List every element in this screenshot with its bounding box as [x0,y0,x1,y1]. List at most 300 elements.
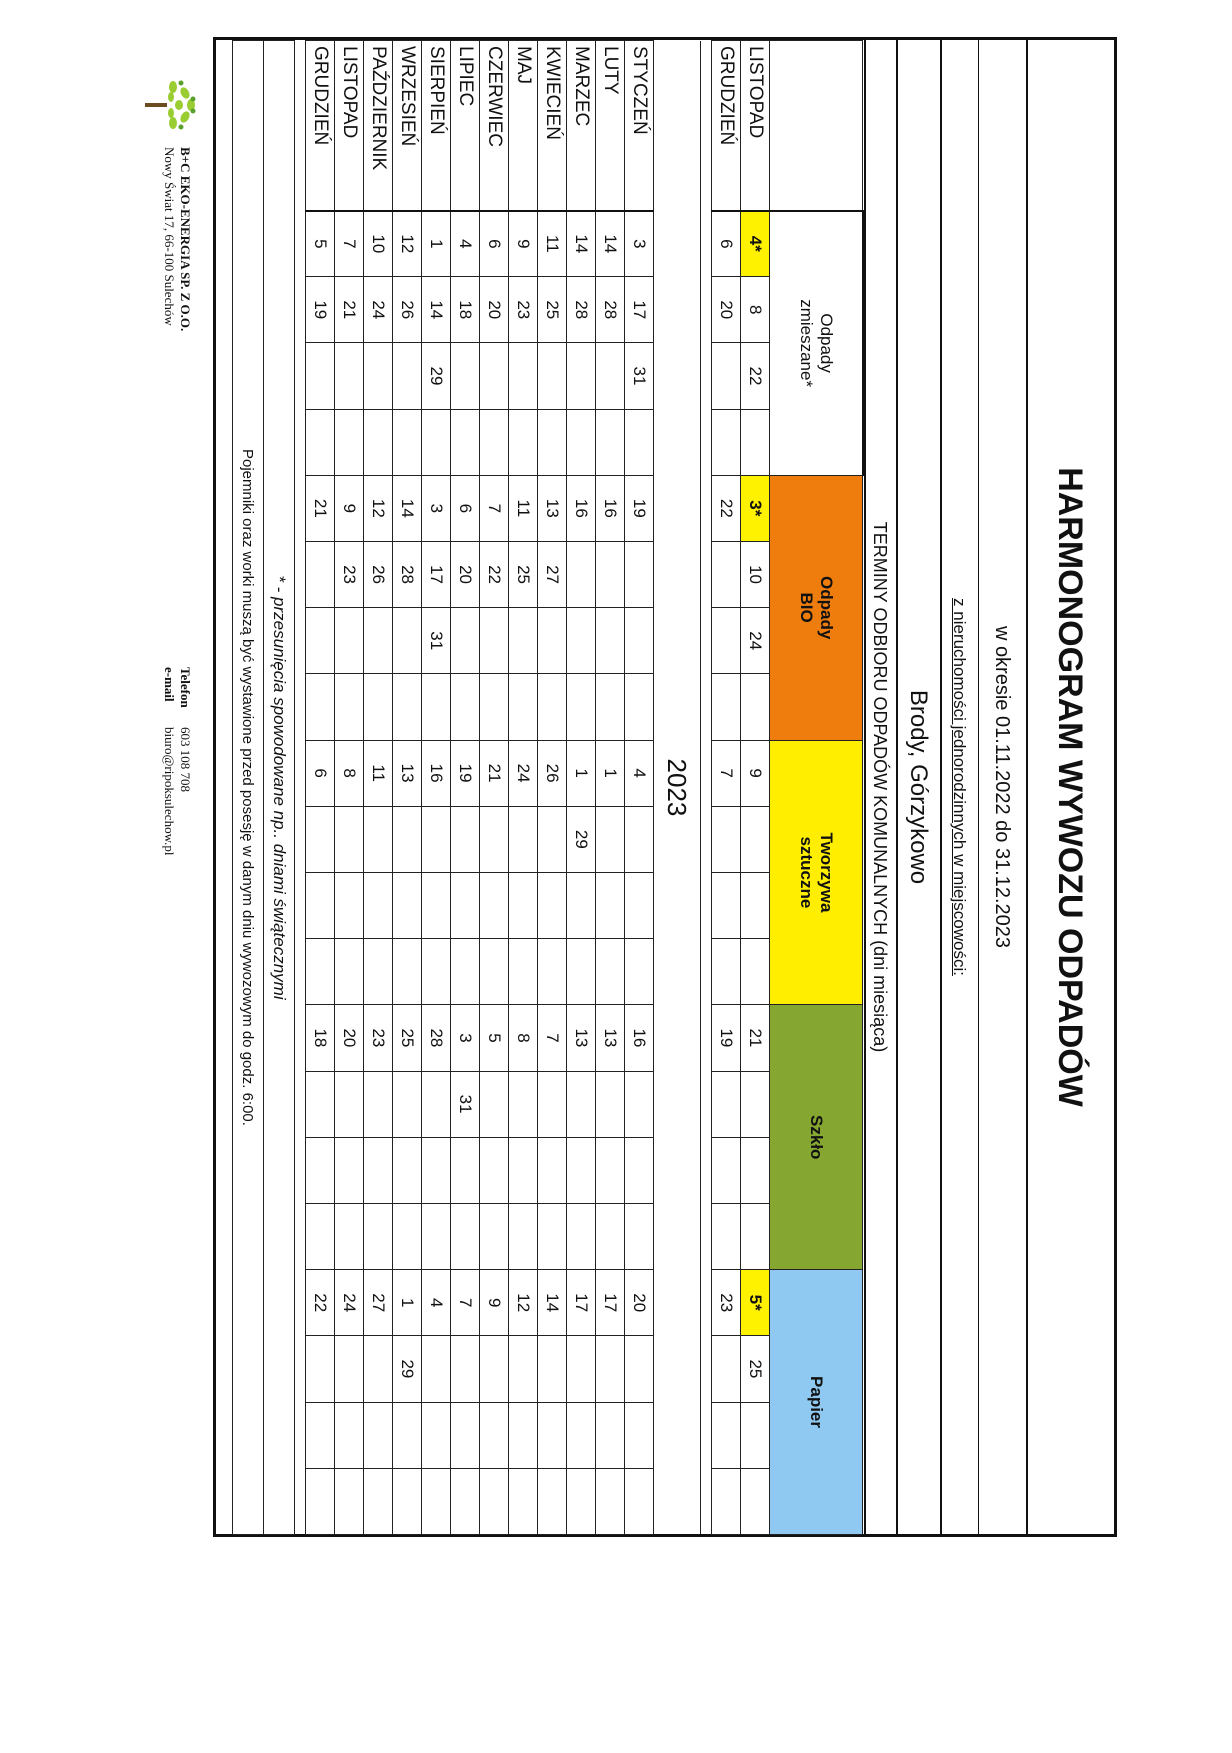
glass-day-cell [596,1071,625,1137]
paper-day-cell: 5* [741,1270,770,1336]
plastic-day-cell: 8 [335,740,364,806]
month-name: PAŹDZIERNIK [364,41,393,211]
mixed-day-cell: 14 [596,211,625,277]
bio-day-cell: 31 [422,608,451,674]
mixed-day-cell: 8 [741,277,770,343]
table-row [712,41,741,1535]
bio-day-cell: 20 [451,541,480,607]
plastic-day-cell: 4 [625,740,654,806]
glass-day-cell: 31 [451,1071,480,1137]
plastic-day-cell [480,872,509,938]
plastic-day-cell [538,806,567,872]
table-row [480,41,509,1535]
bio-day-cell: 21 [306,475,335,541]
plastic-day-cell [567,939,596,1005]
bio-day-cell [712,608,741,674]
mixed-day-cell: 14 [422,277,451,343]
plastic-day-cell [625,806,654,872]
table-row [741,41,770,1535]
mixed-day-cell [567,343,596,409]
plastic-day-cell [741,939,770,1005]
month-name: CZERWIEC [480,41,509,211]
company-name: B+C EKO-ENERGIA SP. Z O.O. [178,147,193,332]
glass-day-cell [364,1071,393,1137]
glass-day-cell [741,1203,770,1269]
mixed-day-cell [509,343,538,409]
mixed-day-cell: 12 [393,211,422,277]
paper-day-cell [509,1468,538,1534]
glass-day-cell [596,1203,625,1269]
plastic-day-cell [480,939,509,1005]
glass-day-cell [712,1203,741,1269]
mixed-day-cell: 10 [364,211,393,277]
plastic-day-cell [741,806,770,872]
paper-day-cell [335,1468,364,1534]
glass-day-cell [741,1137,770,1203]
month-name: LIPIEC [451,41,480,211]
mixed-waste-header: Odpady zmieszane* [770,211,864,476]
mixed-day-cell: 17 [625,277,654,343]
mixed-day-cell: 23 [509,277,538,343]
bio-day-cell [306,674,335,740]
bio-day-cell [538,674,567,740]
place-name: Brody, Górzykowo [896,40,940,1534]
bio-day-cell [364,608,393,674]
bio-day-cell [741,674,770,740]
bio-day-cell [596,541,625,607]
paper-day-cell [596,1402,625,1468]
bio-day-cell [509,674,538,740]
glass-day-cell [451,1137,480,1203]
bio-day-cell [712,541,741,607]
glass-day-cell [364,1203,393,1269]
glass-day-cell [422,1203,451,1269]
bio-day-cell [335,608,364,674]
mixed-day-cell: 19 [306,277,335,343]
mixed-day-cell: 29 [422,343,451,409]
intro-text: z nieruchomości jednorodzinnych w miejscowości: [940,40,978,1534]
paper-day-cell [480,1402,509,1468]
glass-day-cell: 7 [538,1005,567,1071]
paper-day-cell [567,1468,596,1534]
glass-day-cell [712,1137,741,1203]
plastic-day-cell: 26 [538,740,567,806]
plastic-day-cell [480,806,509,872]
mixed-day-cell: 21 [335,277,364,343]
plastic-day-cell: 19 [451,740,480,806]
container-note: Pojemniki oraz worki muszą być wystawione przed posesję w danym dniu wywozowym do godz. 6:00. [233,41,264,1535]
mixed-day-cell [451,409,480,475]
mixed-day-cell: 7 [335,211,364,277]
glass-day-cell [393,1071,422,1137]
mixed-day-cell: 28 [596,277,625,343]
mixed-day-cell [596,409,625,475]
mixed-day-cell: 14 [567,211,596,277]
plastic-day-cell [596,872,625,938]
plastic-day-cell [596,939,625,1005]
paper-day-cell [306,1402,335,1468]
plastic-day-cell [509,806,538,872]
bio-day-cell: 24 [741,608,770,674]
bio-day-cell: 26 [364,541,393,607]
month-name: MAJ [509,41,538,211]
mixed-day-cell: 31 [625,343,654,409]
paper-day-cell [364,1468,393,1534]
paper-day-cell [451,1402,480,1468]
bio-day-cell: 3* [741,475,770,541]
plastic-day-cell [712,939,741,1005]
month-name: LUTY [596,41,625,211]
paper-day-cell [596,1336,625,1402]
mixed-day-cell [480,343,509,409]
table-row [509,41,538,1535]
paper-day-cell [509,1336,538,1402]
glass-day-cell: 21 [741,1005,770,1071]
paper-day-cell [712,1336,741,1402]
bio-day-cell [480,608,509,674]
glass-day-cell: 18 [306,1005,335,1071]
bio-day-cell: 9 [335,475,364,541]
glass-day-cell [538,1137,567,1203]
bio-day-cell [451,674,480,740]
mixed-day-cell [567,409,596,475]
mixed-day-cell [538,343,567,409]
mixed-day-cell [306,343,335,409]
plastic-day-cell [422,872,451,938]
company-block [121,77,201,477]
plastic-day-cell: 1 [596,740,625,806]
paper-day-cell: 12 [509,1270,538,1336]
month-name: GRUDZIEŃ [712,41,741,211]
company-address: Nowy Świat 17, 66-100 Sulechów [162,147,177,326]
mixed-day-cell [364,409,393,475]
glass-day-cell [335,1137,364,1203]
paper-day-cell [451,1468,480,1534]
month-name: MARZEC [567,41,596,211]
mixed-day-cell: 9 [509,211,538,277]
plastic-day-cell [625,939,654,1005]
table-row [625,41,654,1535]
paper-day-cell [335,1336,364,1402]
rotated-document [162,37,1117,1537]
bio-day-cell: 12 [364,475,393,541]
email-address: biuro@ripoksulechow.pl [162,727,177,856]
paper-day-cell: 20 [625,1270,654,1336]
mixed-day-cell [364,343,393,409]
bio-day-cell: 23 [335,541,364,607]
plastic-waste-header: Tworzywa sztuczne [770,740,864,1005]
plastic-day-cell [393,872,422,938]
glass-day-cell [422,1137,451,1203]
plastic-day-cell [422,806,451,872]
paper-day-cell [712,1402,741,1468]
bio-day-cell: 6 [451,475,480,541]
paper-day-cell [422,1468,451,1534]
glass-day-cell: 8 [509,1005,538,1071]
glass-day-cell [625,1137,654,1203]
glass-day-cell [538,1203,567,1269]
bio-day-cell: 10 [741,541,770,607]
month-name: STYCZEŃ [625,41,654,211]
paper-day-cell [306,1468,335,1534]
bio-day-cell [625,608,654,674]
glass-day-cell: 25 [393,1005,422,1071]
paper-day-cell [741,1468,770,1534]
paper-day-cell: 1 [393,1270,422,1336]
bio-day-cell: 28 [393,541,422,607]
mixed-day-cell [451,343,480,409]
paper-day-cell [335,1402,364,1468]
paper-day-cell: 22 [306,1270,335,1336]
month-name: LISTOPAD [741,41,770,211]
paper-day-cell [480,1468,509,1534]
plastic-day-cell [538,872,567,938]
paper-day-cell [422,1402,451,1468]
plastic-day-cell: 21 [480,740,509,806]
paper-day-cell [596,1468,625,1534]
mixed-day-cell [306,409,335,475]
glass-day-cell [741,1071,770,1137]
bio-day-cell [567,541,596,607]
bio-day-cell: 22 [480,541,509,607]
paper-day-cell [567,1402,596,1468]
glass-day-cell [422,1071,451,1137]
glass-day-cell [480,1137,509,1203]
paper-day-cell [625,1402,654,1468]
plastic-day-cell: 13 [393,740,422,806]
bio-day-cell [625,674,654,740]
glass-day-cell [306,1137,335,1203]
paper-day-cell: 23 [712,1270,741,1336]
mixed-day-cell: 5 [306,211,335,277]
month-name: KWIECIEŃ [538,41,567,211]
tree-logo-icon [143,77,201,133]
plastic-day-cell: 9 [741,740,770,806]
table-row [422,41,451,1535]
plastic-day-cell [335,806,364,872]
glass-day-cell [364,1137,393,1203]
bio-day-cell: 3 [422,475,451,541]
mixed-day-cell: 25 [538,277,567,343]
bio-day-cell: 25 [509,541,538,607]
mixed-day-cell: 20 [480,277,509,343]
plastic-day-cell [335,939,364,1005]
paper-day-cell [422,1336,451,1402]
glass-day-cell [509,1071,538,1137]
glass-day-cell [335,1203,364,1269]
plastic-day-cell [451,806,480,872]
bio-day-cell [567,608,596,674]
bio-day-cell: 16 [567,475,596,541]
plastic-day-cell [393,806,422,872]
bio-day-cell [538,608,567,674]
glass-day-cell [712,1071,741,1137]
plastic-day-cell [393,939,422,1005]
schedule-table [232,40,864,1535]
plastic-day-cell: 7 [712,740,741,806]
phone-label: Telefon [178,667,193,708]
page-title: HARMONOGRAM WYWOZU ODPADÓW [1026,40,1114,1534]
mixed-day-cell [538,409,567,475]
contact-block [161,667,193,855]
glass-day-cell: 13 [567,1005,596,1071]
paper-day-cell: 29 [393,1336,422,1402]
paper-day-cell [538,1468,567,1534]
paper-day-cell: 9 [480,1270,509,1336]
bio-day-cell [451,608,480,674]
bio-day-cell [364,674,393,740]
bio-day-cell [393,674,422,740]
year-divider [654,41,712,1535]
glass-day-cell: 13 [596,1005,625,1071]
glass-day-cell: 5 [480,1005,509,1071]
table-row [451,41,480,1535]
plastic-day-cell [509,872,538,938]
footnote: * - przesunięcia spowodowane np.. dniami świątecznymi [264,41,295,1535]
month-name: LISTOPAD [335,41,364,211]
paper-day-cell [567,1336,596,1402]
paper-day-cell [625,1336,654,1402]
plastic-day-cell [364,806,393,872]
paper-day-cell: 17 [596,1270,625,1336]
plastic-day-cell [306,806,335,872]
mixed-day-cell [625,409,654,475]
table-row [538,41,567,1535]
plastic-day-cell [451,939,480,1005]
paper-day-cell [741,1402,770,1468]
glass-day-cell [567,1203,596,1269]
table-row [306,41,335,1535]
mixed-day-cell: 26 [393,277,422,343]
year-label: 2023 [654,41,701,1535]
mixed-day-cell [712,409,741,475]
plastic-day-cell [364,872,393,938]
paper-day-cell: 27 [364,1270,393,1336]
plastic-day-cell [306,939,335,1005]
mixed-day-cell [393,343,422,409]
mixed-day-cell: 22 [741,343,770,409]
glass-day-cell [625,1203,654,1269]
glass-day-cell [335,1071,364,1137]
mixed-day-cell: 4* [741,211,770,277]
bio-day-cell [393,608,422,674]
glass-day-cell [567,1071,596,1137]
table-row [335,41,364,1535]
bio-day-cell: 14 [393,475,422,541]
glass-day-cell [538,1071,567,1137]
paper-day-cell [393,1402,422,1468]
email-label: e-mail [162,667,177,702]
table-row [567,41,596,1535]
plastic-day-cell: 29 [567,806,596,872]
plastic-day-cell [451,872,480,938]
bio-day-cell: 16 [596,475,625,541]
mixed-day-cell: 6 [480,211,509,277]
paper-day-cell: 17 [567,1270,596,1336]
mixed-day-cell [741,409,770,475]
glass-day-cell: 20 [335,1005,364,1071]
paper-day-cell: 7 [451,1270,480,1336]
bio-day-cell [567,674,596,740]
glass-waste-header: Szkło [770,1005,864,1270]
glass-day-cell [625,1071,654,1137]
rows-2022 [712,41,770,1535]
mixed-day-cell [509,409,538,475]
period-text: w okresie 01.11.2022 do 31.12.2023 [978,40,1026,1534]
rows-2023 [306,41,654,1535]
paper-day-cell [393,1468,422,1534]
schedule-frame [213,37,1117,1537]
table-row [393,41,422,1535]
mixed-day-cell: 3 [625,211,654,277]
plastic-day-cell: 6 [306,740,335,806]
bio-day-cell [480,674,509,740]
plastic-day-cell: 24 [509,740,538,806]
paper-day-cell [364,1336,393,1402]
bio-day-cell [422,674,451,740]
plastic-day-cell [364,939,393,1005]
mixed-day-cell: 24 [364,277,393,343]
glass-day-cell: 23 [364,1005,393,1071]
bio-day-cell: 19 [625,475,654,541]
glass-day-cell: 28 [422,1005,451,1071]
glass-day-cell [596,1137,625,1203]
bio-day-cell: 11 [509,475,538,541]
paper-day-cell [480,1336,509,1402]
bio-day-cell [596,674,625,740]
mixed-day-cell [335,409,364,475]
paper-day-cell [712,1468,741,1534]
plastic-day-cell [306,872,335,938]
phone-number: 603 108 708 [178,727,193,792]
paper-day-cell: 14 [538,1270,567,1336]
plastic-day-cell [422,939,451,1005]
bio-day-cell: 7 [480,475,509,541]
company-info [161,147,193,331]
month-name: WRZESIEŃ [393,41,422,211]
paper-day-cell [538,1336,567,1402]
month-name: GRUDZIEŃ [306,41,335,211]
plastic-day-cell [596,806,625,872]
paper-day-cell [509,1402,538,1468]
bio-day-cell [335,674,364,740]
plastic-day-cell [625,872,654,938]
paper-day-cell [306,1336,335,1402]
glass-day-cell [306,1203,335,1269]
paper-day-cell [364,1402,393,1468]
plastic-day-cell [567,872,596,938]
mixed-day-cell: 6 [712,211,741,277]
paper-day-cell: 4 [422,1270,451,1336]
plastic-day-cell [712,872,741,938]
glass-day-cell [509,1203,538,1269]
bio-day-cell [712,674,741,740]
plastic-day-cell: 1 [567,740,596,806]
plastic-day-cell [538,939,567,1005]
glass-day-cell: 3 [451,1005,480,1071]
mixed-day-cell: 1 [422,211,451,277]
glass-day-cell [509,1137,538,1203]
mixed-day-cell: 18 [451,277,480,343]
plastic-day-cell [509,939,538,1005]
bio-waste-header: Odpady BIO [770,475,864,740]
glass-day-cell [480,1203,509,1269]
bio-day-cell [306,541,335,607]
bio-day-cell: 13 [538,475,567,541]
glass-day-cell [393,1137,422,1203]
bio-day-cell [306,608,335,674]
glass-day-cell [567,1137,596,1203]
